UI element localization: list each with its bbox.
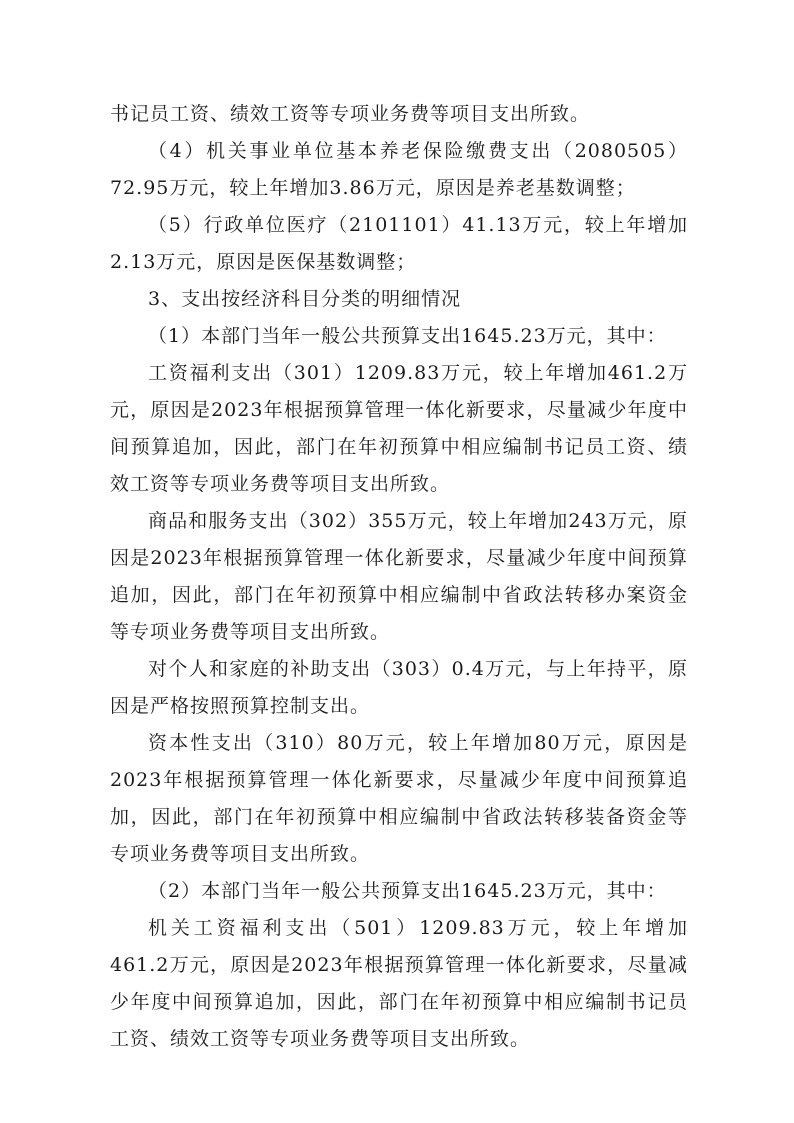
paragraph-total-expenditure-1: （1）本部门当年一般公共预算支出1645.23万元，其中： (148, 325, 667, 347)
section-heading-economic-classification: 3、支出按经济科目分类的明细情况 (148, 288, 462, 310)
paragraph-total-expenditure-2: （2）本部门当年一般公共预算支出1645.23万元，其中： (148, 880, 667, 902)
paragraph-salary-welfare: 工资福利支出（301）1209.83万元，较上年增加461.2万元，原因是2023年根据预算管理一体化新要求，尽量减少年度中间预算追加，因此，部门在年初预算中相应编制书记员工资、绩效工资等专项业务费等项目支出所致。 (110, 362, 688, 495)
document-body (110, 96, 688, 1058)
paragraph-continuation: 书记员工资、绩效工资等专项业务费等项目支出所致。 (110, 103, 591, 125)
paragraph-capital-expenditure: 资本性支出（310）80万元，较上年增加80万元，原因是2023年根据预算管理一体化新要求，尽量减少年度中间预算追加，因此，部门在年初预算中相应编制中省政法转移装备资金等专项业务费等项目支出所致。 (110, 732, 688, 865)
paragraph-pension-insurance: （4）机关事业单位基本养老保险缴费支出（2080505）72.95万元，较上年增加3.86万元，原因是养老基数调整； (110, 140, 688, 199)
paragraph-goods-services: 商品和服务支出（302）355万元，较上年增加243万元，原因是2023年根据预算管理一体化新要求，尽量减少年度中间预算追加，因此，部门在年初预算中相应编制中省政法转移办案资金等专项业务费等项目支出所致。 (110, 510, 688, 643)
paragraph-agency-salary-welfare: 机关工资福利支出（501）1209.83万元，较上年增加461.2万元，原因是2023年根据预算管理一体化新要求，尽量减少年度中间预算追加，因此，部门在年初预算中相应编制书记员工资、绩效工资等专项业务费等项目支出所致。 (110, 917, 688, 1050)
paragraph-household-subsidy: 对个人和家庭的补助支出（303）0.4万元，与上年持平，原因是严格按照预算控制支出。 (110, 658, 688, 717)
paragraph-medical: （5）行政单位医疗（2101101）41.13万元，较上年增加2.13万元，原因是医保基数调整； (110, 214, 688, 273)
